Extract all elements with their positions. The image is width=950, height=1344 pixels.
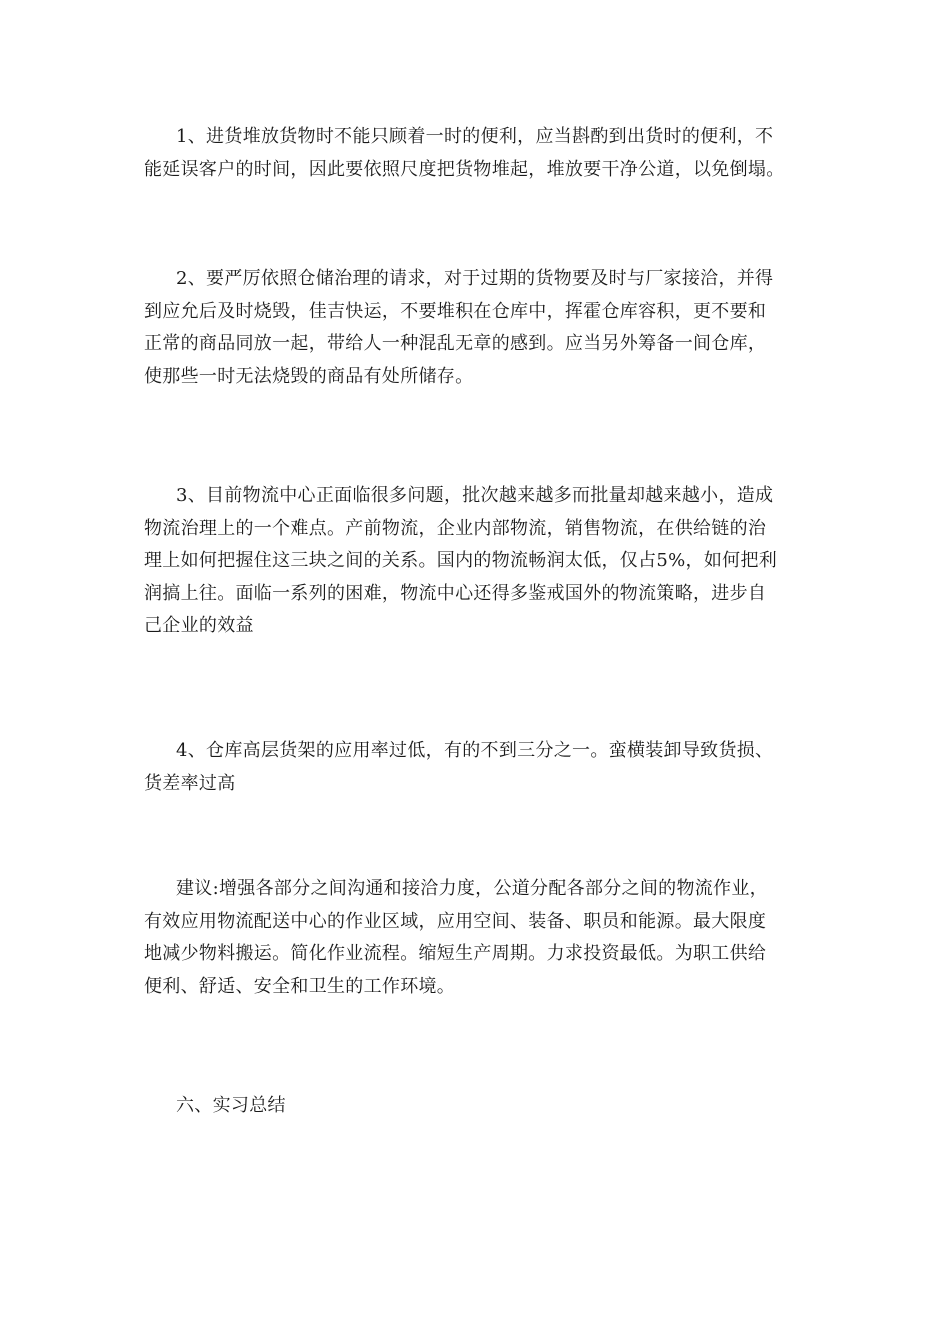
- paragraph-line: 有效应用物流配送中心的作业区域，应用空间、装备、职员和能源。最大限度: [144, 910, 767, 932]
- paragraph-4: [144, 735, 806, 800]
- section-heading: 六、实习总结: [176, 1095, 286, 1116]
- paragraph-line: 理上如何把握住这三块之间的关系。国内的物流畅润太低，仅占5%，如何把利: [144, 550, 778, 571]
- paragraph-line: 便利、舒适、安全和卫生的工作环境。: [144, 975, 456, 997]
- paragraph-2: [144, 263, 806, 393]
- paragraph-line: 润搞上往。面临一系列的困难，物流中心还得多鉴戒国外的物流策略，进步自: [144, 582, 767, 604]
- paragraph-3: [144, 480, 806, 643]
- paragraph-line: 己企业的效益: [144, 615, 254, 636]
- paragraph-line: 地减少物料搬运。简化作业流程。缩短生产周期。力求投资最低。为职工供给: [144, 943, 767, 964]
- paragraph-1: [144, 121, 806, 186]
- paragraph-suggestion: [144, 873, 806, 1003]
- paragraph-line: 使那些一时无法烧毁的商品有处所储存。: [144, 365, 474, 387]
- paragraph-line: 4、仓库高层货架的应用率过低，有的不到三分之一。蛮横装卸导致货损、: [176, 740, 774, 761]
- paragraph-line: 物流治理上的一个难点。产前物流，企业内部物流，销售物流，在供给链的治: [144, 517, 767, 539]
- paragraph-line: 3、目前物流中心正面临很多问题，批次越来越多而批量却越来越小，造成: [176, 485, 774, 506]
- paragraph-line: 1、进货堆放货物时不能只顾着一时的便利，应当斟酌到出货时的便利，不: [176, 126, 774, 147]
- paragraph-line: 建议:增强各部分之间沟通和接洽力度，公道分配各部分之间的物流作业，: [176, 878, 768, 899]
- paragraph-line: 能延误客户的时间，因此要依照尺度把货物堆起，堆放要干净公道，以免倒塌。: [144, 158, 785, 180]
- paragraph-line: 货差率过高: [144, 772, 236, 794]
- paragraph-line: 到应允后及时烧毁，佳吉快运，不要堆积在仓库中，挥霍仓库容积，更不要和: [144, 300, 767, 322]
- paragraph-line: 2、要严厉依照仓储治理的请求，对于过期的货物要及时与厂家接洽，并得: [176, 268, 774, 289]
- paragraph-line: 正常的商品同放一起，带给人一种混乱无章的感到。应当另外筹备一间仓库，: [144, 333, 767, 354]
